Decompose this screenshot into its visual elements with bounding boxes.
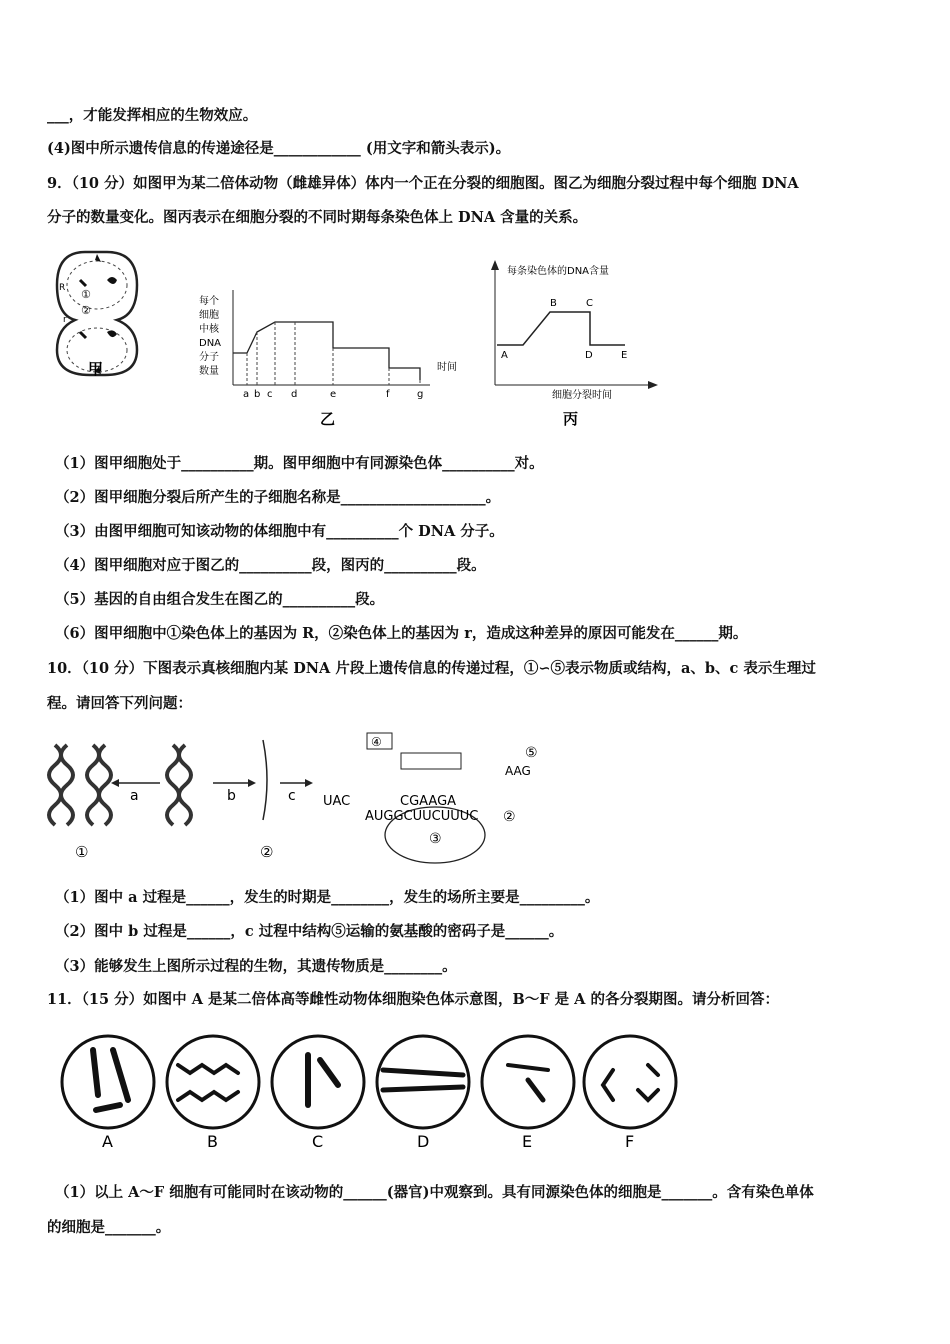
cell-label: F bbox=[625, 1132, 635, 1151]
question-10-2: （2）图中 b 过程是______，c 过程中结构⑤运输的氨基酸的密码子是______。 bbox=[55, 923, 564, 940]
cell-label: B bbox=[207, 1132, 218, 1151]
gene-mark: R bbox=[59, 283, 66, 293]
question-10-1: （1）图中 a 过程是______，发生的时期是________，发生的场所主要是_________。 bbox=[55, 889, 600, 906]
gene-mark: r bbox=[63, 315, 67, 325]
question-10-3: （3）能够发生上图所示过程的生物，其遗传物质是________。 bbox=[55, 958, 457, 975]
chromosome-label: ② bbox=[81, 304, 91, 317]
structure-label: ③ bbox=[429, 831, 442, 847]
graph-yi bbox=[199, 290, 457, 428]
question-10-stem: 10．（10 分）下图表示真核细胞内某 DNA 片段上遗传信息的传递过程，①∽⑤表示物质或结构，a、b、c 表示生理过 bbox=[47, 660, 816, 677]
figure-10 bbox=[45, 725, 545, 865]
point-label: D bbox=[585, 350, 593, 361]
question-11-1: （1）以上 A～F 细胞有可能同时在该动物的______(器官)中观察到。具有同源染色体的细胞是_______。含有染色单体 bbox=[55, 1184, 814, 1201]
axis-label: 细胞 bbox=[199, 310, 219, 321]
point-label: B bbox=[550, 298, 557, 309]
question-9-3: （3）由图甲细胞可知该动物的体细胞中有__________个 DNA 分子。 bbox=[55, 523, 504, 540]
point-label: C bbox=[586, 298, 593, 309]
figure-label: 丙 bbox=[563, 410, 579, 428]
structure-label: ② bbox=[503, 809, 516, 825]
axis-label: 时间 bbox=[437, 362, 457, 373]
chromosome-label: ① bbox=[81, 288, 91, 301]
cell-label: D bbox=[417, 1132, 430, 1151]
tick-label: a bbox=[243, 389, 250, 400]
mrna-sequence: AUGGCUUCUUUC bbox=[365, 809, 479, 824]
structure-label: ① bbox=[75, 843, 89, 861]
mrna-strand bbox=[263, 740, 267, 820]
question-9-1: （1）图甲细胞处于__________期。图甲细胞中有同源染色体__________对。 bbox=[55, 455, 544, 472]
dna-helix-pair bbox=[49, 745, 191, 825]
tick-label: g bbox=[417, 389, 424, 400]
question-9-stem: 9．（10 分）如图甲为某二倍体动物（雌雄异体）体内一个正在分裂的细胞图。图乙为细胞分裂过程中每个细胞 DNA bbox=[47, 175, 799, 192]
tick-label: c bbox=[267, 389, 273, 400]
axis-label: 数量 bbox=[199, 366, 219, 377]
figure-label: 乙 bbox=[320, 410, 336, 428]
structure-label: ② bbox=[260, 843, 274, 861]
anticodon: AAG bbox=[505, 764, 531, 778]
process-label: b bbox=[227, 788, 236, 804]
structure-label: ⑤ bbox=[525, 745, 538, 761]
axis-label: DNA bbox=[199, 338, 222, 349]
structure-label: ④ bbox=[371, 735, 382, 749]
tick-label: b bbox=[254, 389, 261, 400]
graph-bing bbox=[491, 260, 658, 428]
text-line: ___，才能发挥相应的生物效应。 bbox=[47, 107, 258, 124]
question-11-stem: 11．（15 分）如图中 A 是某二倍体高等雌性动物体细胞染色体示意图，B～F 是 A 的各分裂期图。请分析回答： bbox=[47, 991, 779, 1008]
point-label: A bbox=[501, 350, 508, 361]
tick-label: e bbox=[330, 389, 337, 400]
cell-label: E bbox=[522, 1132, 533, 1151]
axis-label: 每条染色体的DNA含量 bbox=[507, 266, 610, 277]
cell-label: A bbox=[102, 1132, 113, 1151]
text-line: (4)图中所示遗传信息的传递途径是____________ (用文字和箭头表示)。 bbox=[47, 140, 511, 157]
axis-label: 每个 bbox=[199, 296, 219, 307]
figure-label: 甲 bbox=[88, 360, 104, 378]
axis-label: 分子 bbox=[199, 352, 219, 363]
anticodon: UAC bbox=[323, 794, 351, 809]
question-9-stem: 分子的数量变化。图丙表示在细胞分裂的不同时期每条染色体上 DNA 含量的关系。 bbox=[47, 209, 588, 226]
process-label: a bbox=[130, 788, 139, 804]
question-9-5: （5）基因的自由组合发生在图乙的__________段。 bbox=[55, 591, 385, 608]
process-label: c bbox=[288, 788, 296, 804]
point-label: E bbox=[621, 350, 628, 361]
question-9-4: （4）图甲细胞对应于图乙的__________段，图丙的__________段。 bbox=[55, 557, 486, 574]
figure-11 bbox=[58, 1025, 688, 1155]
question-11-1: 的细胞是_______。 bbox=[47, 1219, 171, 1236]
axis-label: 细胞分裂时间 bbox=[552, 390, 612, 401]
axis-label: 中核 bbox=[199, 324, 219, 335]
question-9-2: （2）图甲细胞分裂后所产生的子细胞名称是____________________。 bbox=[55, 489, 501, 506]
tick-label: d bbox=[291, 389, 298, 400]
cell-jia-diagram bbox=[57, 252, 137, 378]
anticodon: CGAAGA bbox=[400, 794, 457, 809]
cell-label: C bbox=[312, 1132, 324, 1151]
figure-9 bbox=[45, 240, 665, 430]
question-9-6: （6）图甲细胞中①染色体上的基因为 R，②染色体上的基因为 r，造成这种差异的原因可能发在______期。 bbox=[55, 625, 748, 642]
question-10-stem: 程。请回答下列问题： bbox=[47, 695, 192, 712]
tick-label: f bbox=[386, 389, 390, 400]
